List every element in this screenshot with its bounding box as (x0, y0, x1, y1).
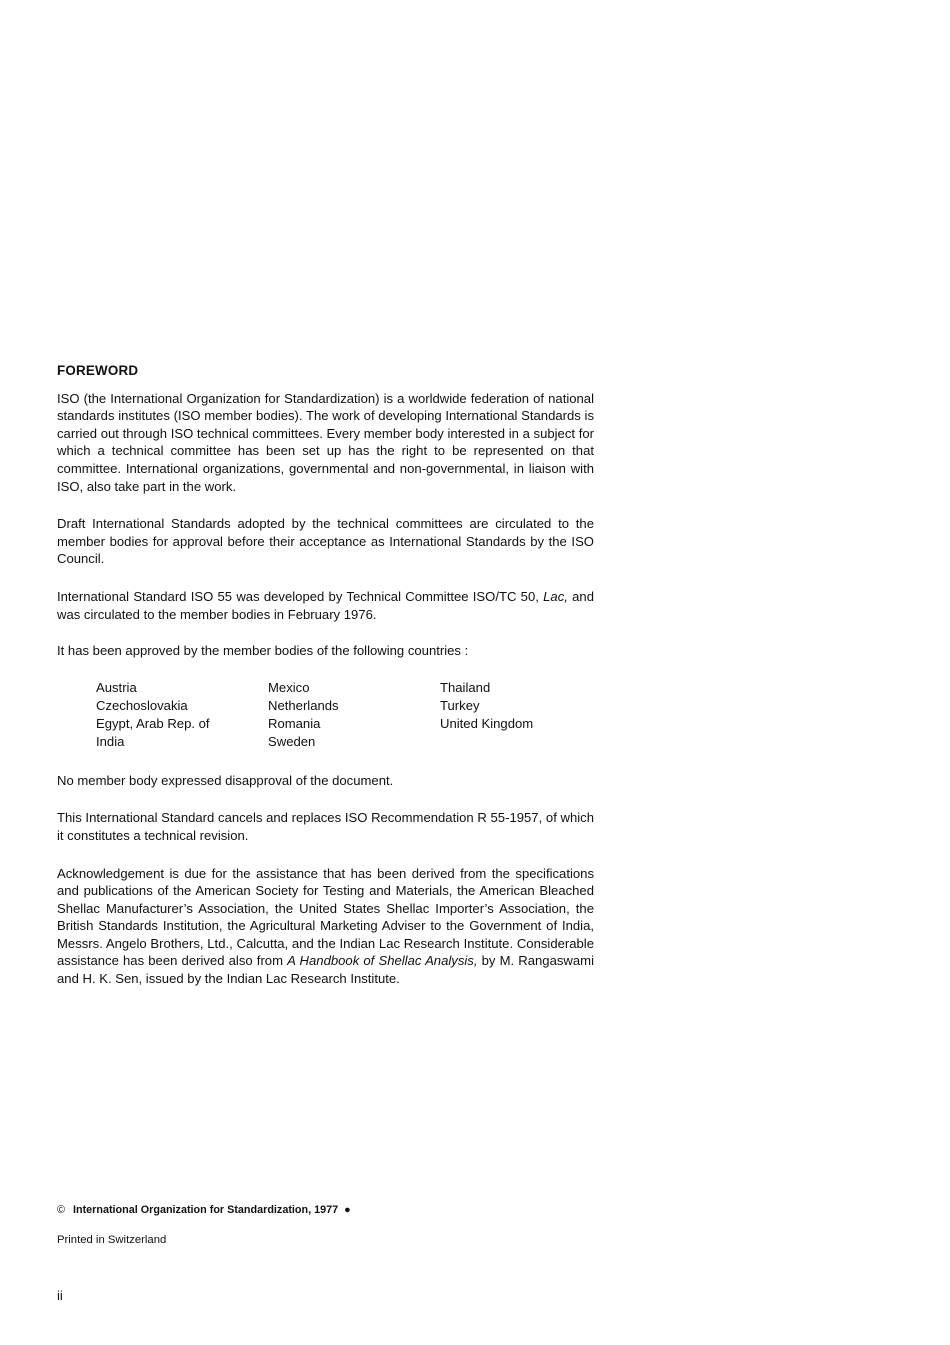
copyright-line (57, 1204, 351, 1216)
country-column-1 (96, 679, 268, 751)
country-item: India (96, 733, 125, 749)
paragraph-cancels-replaces: This International Standard cancels and replaces ISO Recommendation R 55-1957, of which it constitutes a technical revision. (57, 810, 594, 843)
p3-italic-lac: Lac, (543, 588, 568, 604)
country-item: Romania (268, 715, 321, 731)
p7-text-after: by M. Rangaswami and H. K. Sen, issued by the Indian Lac Research Institute. (57, 953, 594, 987)
foreword-heading: FOREWORD (57, 363, 139, 378)
p7-text-before: Acknowledgement is due for the assistance that has been derived from the specifications and publications of the American Society for Testing and Materials, the American Bleached Shellac Manufacturer’s Association, the United States Shellac Importer’s Association, the British Standards Institution, the Agricultural Marketing Adviser to the Government of India, Messrs. Angelo Brothers, Ltd., Calcutta, and the Indian Lac Research Institute. Considerable assistance has been derived also from (57, 865, 594, 969)
country-item: United Kingdom (440, 715, 534, 731)
copyright-icon: © (57, 1204, 65, 1216)
country-item: Mexico (268, 679, 310, 695)
country-item: Netherlands (268, 697, 339, 713)
country-item: Egypt, Arab Rep. of (96, 715, 210, 731)
p3-text-before: International Standard ISO 55 was developed by Technical Committee ISO/TC 50, (57, 588, 544, 604)
bullet-icon: ● (344, 1204, 351, 1216)
page-number: ii (57, 1288, 63, 1303)
country-column-2 (268, 679, 440, 751)
paragraph-iso55-development (57, 588, 594, 623)
paragraph-iso-intro: ISO (the International Organization for Standardization) is a worldwide federation of national standards institutes (ISO member bodies). The work of developing International Standards is carried out through ISO technical committees. Every member body interested in a subject for which a technical committee has been set up has the right to be represented on that committee. International organizations, governmental and non-governmental, in liaison with ISO, also take part in the work. (57, 390, 594, 494)
printed-in: Printed in Switzerland (57, 1234, 167, 1246)
country-item: Austria (96, 679, 137, 695)
paragraph-no-disapproval: No member body expressed disapproval of the document. (57, 772, 394, 788)
country-list (96, 679, 594, 751)
paragraph-draft-standards: Draft International Standards adopted by the technical committees are circulated to the member bodies for approval before their acceptance as International Standards by the ISO Council. (57, 516, 594, 567)
paragraph-acknowledgement (57, 865, 594, 988)
p7-italic-handbook: A Handbook of Shellac Analysis, (287, 953, 478, 969)
p3-text-after: and was circulated to the member bodies in February 1976. (57, 588, 594, 622)
country-item: Turkey (440, 697, 480, 713)
country-column-3 (440, 679, 610, 751)
foreword-section (57, 362, 594, 1008)
country-item: Czechoslovakia (96, 697, 188, 713)
copyright-text: International Organization for Standardization, 1977 (72, 1204, 339, 1216)
paragraph-approval-intro: It has been approved by the member bodies of the following countries : (57, 643, 469, 659)
country-item: Sweden (268, 733, 316, 749)
country-item: Thailand (440, 679, 491, 695)
